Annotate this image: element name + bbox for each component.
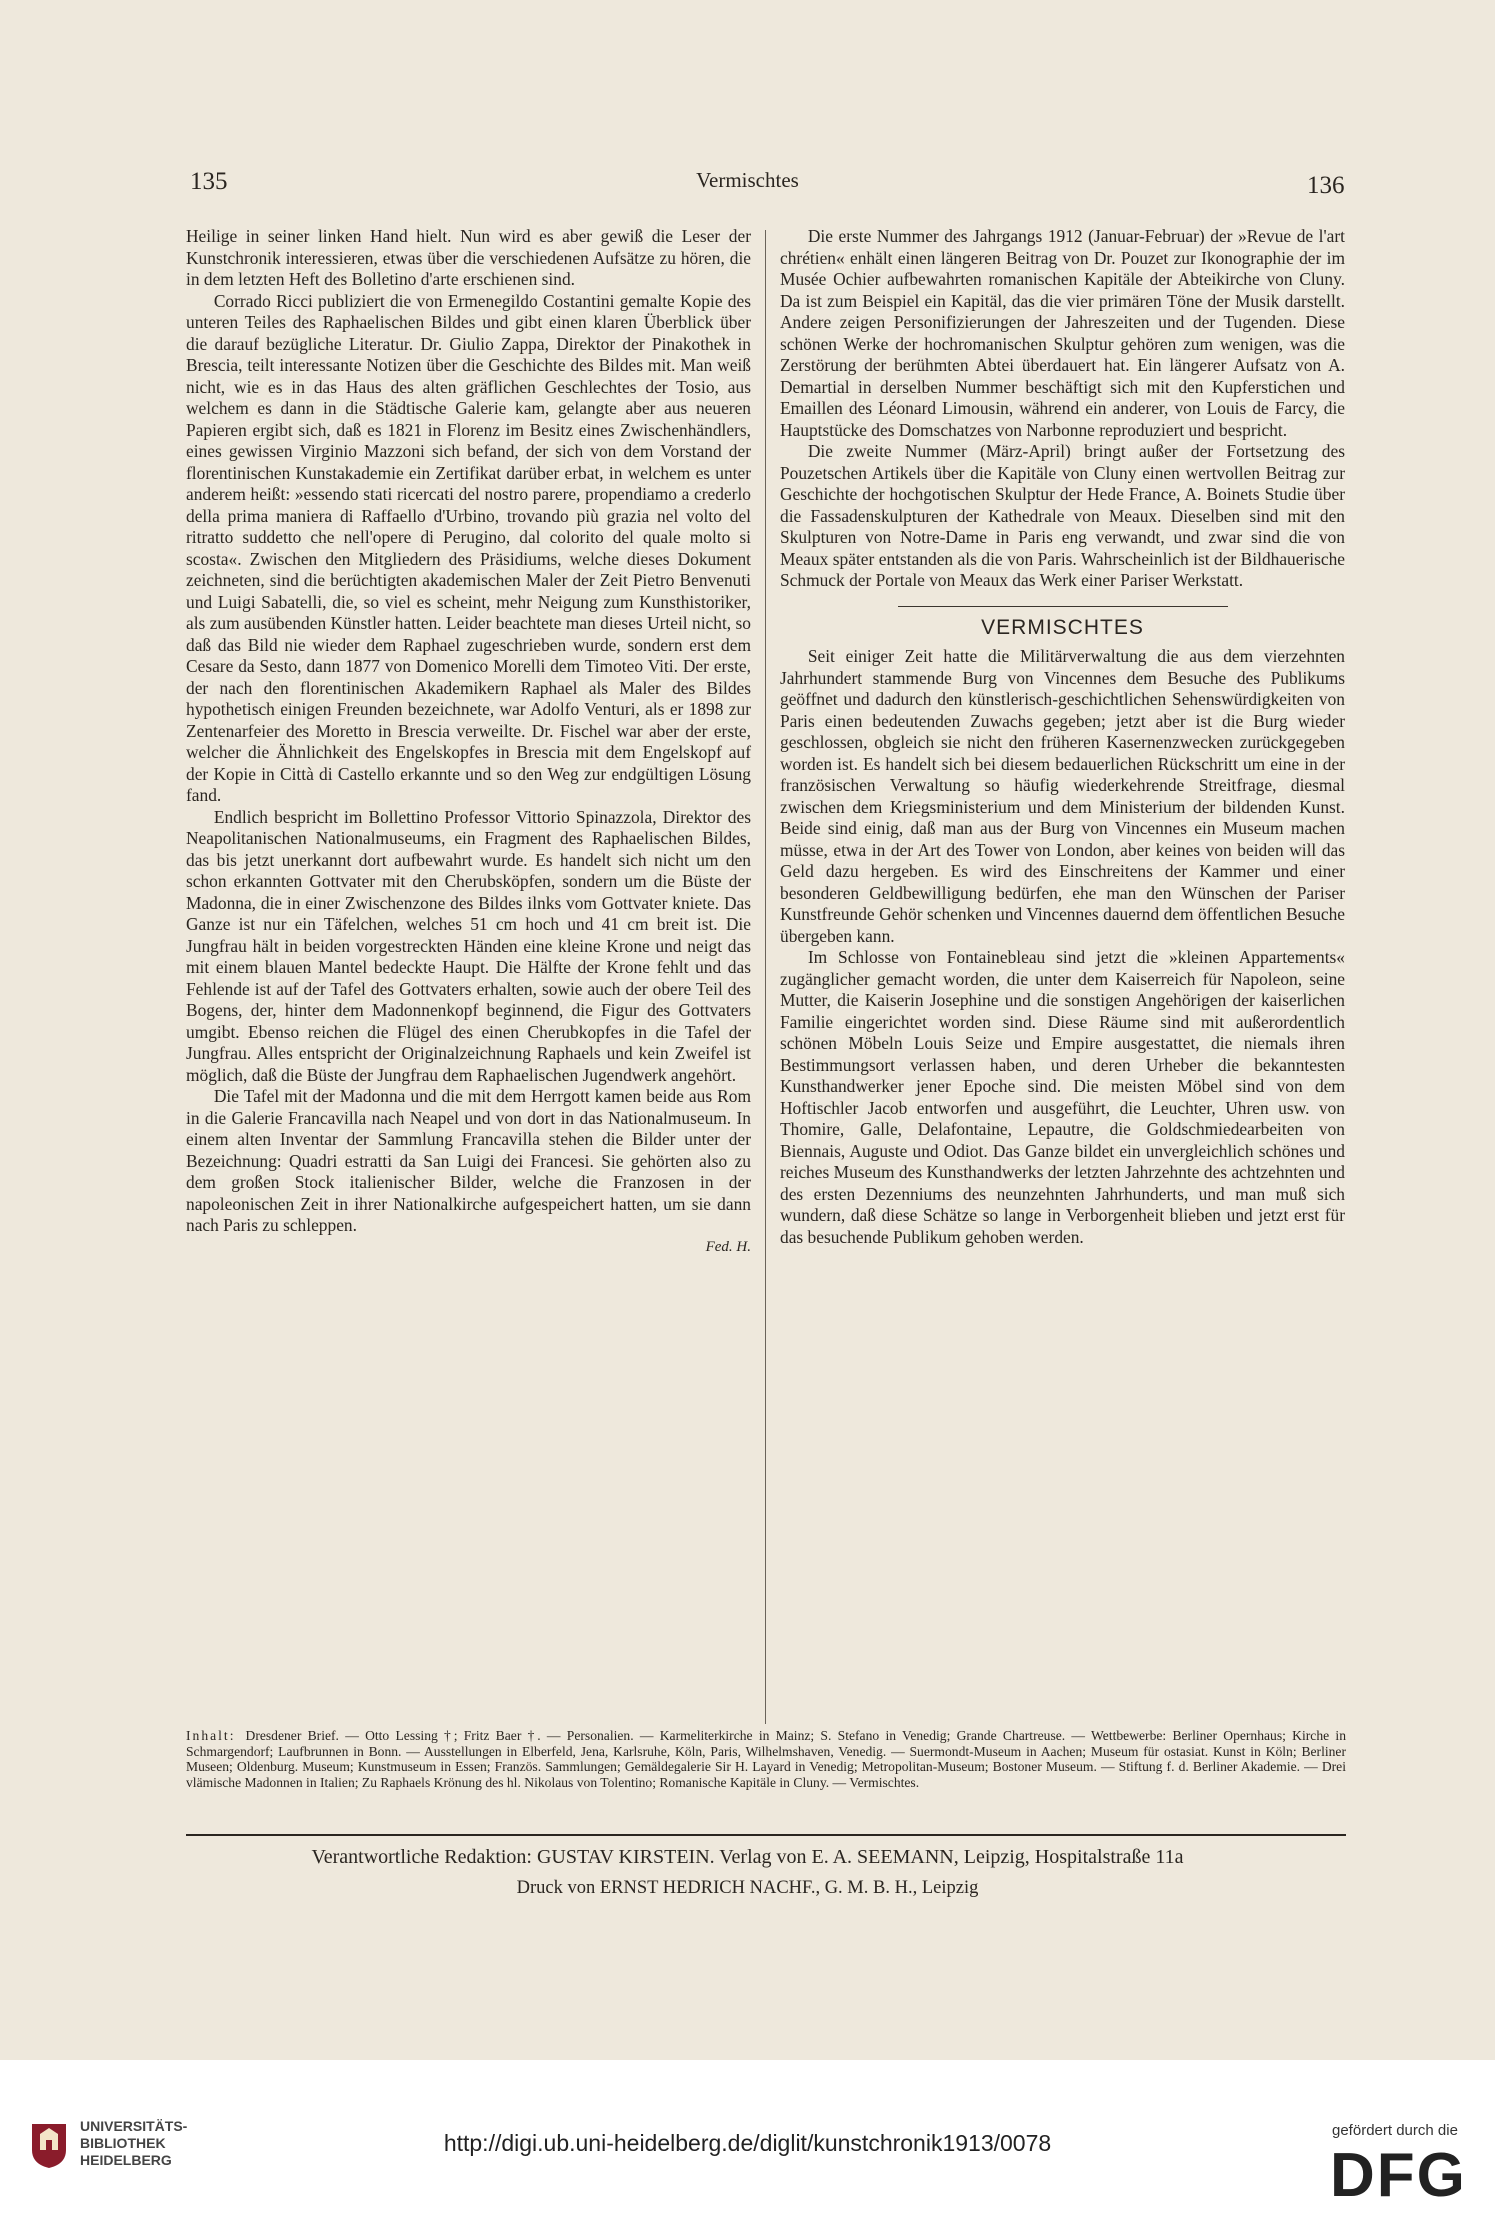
running-title: Vermischtes — [696, 168, 799, 192]
page-number-left: 135 — [190, 168, 228, 195]
imprint-editorial: Verantwortliche Redaktion: GUSTAV KIRSTEIN. Verlag von E. A. SEEMANN, Leipzig, Hospitalstraße 11a — [311, 1846, 1184, 1868]
funded-by-text: gefördert durch die — [1332, 2122, 1458, 2139]
author-signature: Fed. H. — [705, 1238, 751, 1255]
imprint-rule — [186, 1834, 1346, 1836]
column-divider — [765, 230, 766, 1724]
paragraph: Die Tafel mit der Madonna und die mit dem Herrgott kamen beide aus Rom in die Galerie Francavilla nach Neapel und von dort in das Nationalmuseum. In einem alten Inventar der Sammlung Francavilla stehen die Bilder unter der Bezeichnung: Quadri estratti da San Luigi dei Francesi. Sie gehörten also zu dem großen Stock italienischer Bilder, welche die Franzosen in der napoleonischen Zeit in ihrer Nationalkirche aufgespeichert hatten, um sie dann nach Paris zu schleppen. — [186, 1086, 751, 1235]
paragraph: Im Schlosse von Fontainebleau sind jetzt die »kleinen Appartements« zugänglicher gemacht worden, die unter dem Kaiserreich für Napoleon, seine Mutter, die Kaiserin Josephine und die sonstigen Angehörigen der kaiserlichen Familie eingerichtet worden sind. Diese Räume sind mit außerordentlich schönen Möbeln Louis Seize und Empire ausgestattet, die niemals ihren Bestimmungsort verlassen haben, und deren Urheber die bekanntesten Kunsthandwerker jener Epoche sind. Die meisten Möbel sind von dem Hoftischler Jacob entworfen und ausgeführt, die Leuchter, Uhren usw. von Thomire, Galle, Delafontaine, Lepautre, die Goldschmiedearbeiten von Biennais, Auguste und Odiot. Das Ganze bildet ein unvergleichlich schönes und reiches Museum des Kunsthandwerks der letzten Jahrzehnte des achtzehnten und des ersten Dezenniums des neunzehnten Jahrhunderts, und man muß sich wundern, daß diese Schätze so lange in Verborgenheit blieben und jetzt erst für das besuchende Publikum gehoben werden. — [780, 947, 1345, 1247]
paragraph: Heilige in seiner linken Hand hielt. Nun wird es aber gewiß die Leser der Kunstchronik interessieren, etwas über die verschiedenen Aufsätze zu hören, die in dem letzten Heft des Bolletino d'arte erschienen sind. — [186, 226, 751, 289]
paragraph: Endlich bespricht im Bollettino Professor Vittorio Spinazzola, Direktor des Neapolitanischen Nationalmuseums, ein Fragment des Raphaelischen Bildes, das bis jetzt unerkannt dort aufbewahrt wurde. Es handelt sich nicht um den schon erkannten Gottvater mit den Cherubsköpfen, sondern um die Büste der Madonna, die in einer Zwischenzone des Bildes ilnks vom Gottvater kniete. Das Ganze ist nur ein Täfelchen, welches 51 cm hoch und 41 cm breit ist. Die Jungfrau hält in beiden vorgestreckten Händen eine kleine Krone und neigt das mit einem blauen Mantel bedeckte Haupt. Die Hälfte der Krone fehlt und das Fehlende ist auf der Tafel des Gottvaters erhalten, sowie auch der obere Teil des Bogens, der, hinter dem Madonnenkopf beginnend, die Figur des Gottvaters umgibt. Ebenso reichen die Flügel des einen Cherubkopfes in die Tafel der Jungfrau. Alles entspricht der Originalzeichnung Raphaels und kein Zweifel ist möglich, daß die Büste der Jungfrau dem Raphaelischen Jugendwerk angehört. — [186, 806, 751, 1085]
paragraph: Die zweite Nummer (März-April) bringt außer der Fortsetzung des Pouzetschen Artikels über die Kapitäle von Cluny einen wertvollen Beitrag zur Geschichte der hochgotischen Skulptur der Hede France, A. Boinets Studie über die Fassadenskulpturen der Kathedrale von Meaux. Dieselben sind mit den Skulpturen von Notre-Dame in Paris eng verwandt, und zwar sind die von Meaux später entstanden als die von Paris. Wahrscheinlich ist der Bildhauerische Schmuck der Portale von Meaux das Werk einer Pariser Werkstatt. — [780, 441, 1345, 590]
page-header — [0, 168, 1495, 204]
library-name-line: HEIDELBERG — [80, 2152, 172, 2168]
paragraph: Die erste Nummer des Jahrgangs 1912 (Januar-Februar) der »Revue de l'art chrétien« enhält einen längeren Beitrag von Dr. Pouzet zur Ikonographie der im Musée Ochier aufbewahrten romanischen Kapitäle der Abteikirche von Cluny. Da ist zum Beispiel ein Kapitäl, das die vier primären Töne der Musik darstellt. Andere zeigen Personifizierungen der Jahreszeiten und der Tugenden. Diese schönen Werke der hochromanischen Skulptur gehören zum wenigen, was die Zerstörung der berühmten Abtei überdauert hat. Ein längerer Aufsatz von A. Demartial in derselben Nummer beschäftigt sich mit den Kupferstichen und Emaillen des Léonard Limousin, während ein anderer, von Louis de Farcy, die Hauptstücke des Domschatzes von Narbonne reproduziert und bespricht. — [780, 226, 1345, 440]
section-rule — [898, 606, 1228, 607]
source-url[interactable]: http://digi.ub.uni-heidelberg.de/diglit/kunstchronik1913/0078 — [443, 2130, 1052, 2156]
contents-text: Dresdener Brief. — Otto Lessing †; Fritz Baer †. — Personalien. — Karmeliterkirche in Mainz; S. Stefano in Venedig; Grande Chartreuse. — Wettbewerbe: Berliner Opernhaus; Kirche in Schmargendorf; Laufbrunnen in Bonn. — Ausstellungen in Elberfeld, Jena, Karlsruhe, Köln, Paris, Wilhelmshaven, Venedig. — Suermondt-Museum in Aachen; Museum für ostasiat. Kunst in Köln; Berliner Museen; Oldenburg. Museum; Kunstmuseum in Essen; Französ. Sammlungen; Gemäldegalerie Sir H. Layard in Venedig; Metropolitan-Museum; Bostoner Museum. — Stiftung f. d. Berliner Akademie. — Drei vlämische Madonnen in Italien; Zu Raphaels Krönung des hl. Nikolaus von Tolentino; Romanische Kapitäle in Cluny. — Vermischtes. — [186, 1728, 1346, 1790]
table-of-contents — [186, 1728, 1346, 1790]
paragraph: Seit einiger Zeit hatte die Militärverwaltung die aus dem vierzehnten Jahrhundert stammende Burg von Vincennes dem Besuche des Publikums geöffnet und dadurch den künstlerisch-geschichtlichen Sehenswürdigkeiten von Paris einen bedeutenden Zuwachs gegeben; jetzt aber ist die Burg wieder geschlossen, obgleich sie nicht den früheren Kasernenzwecken zurückgegeben worden ist. Es handelt sich bei diesem bedauerlichen Rückschritt um eine in der französischen Verwaltung so häufig wiederkehrende Streitfrage, diesmal zwischen dem Kriegsministerium und dem Ministerium der bildenden Kunst. Beide sind einig, daß man aus der Burg von Vincennes ein Museum machen müsse, etwa in der Art des Tower von London, aber keines von beiden will das Geld dazu hergeben. Es wird des Einschreitens der Kammer und einer besonderen Geldbewilligung bedürfen, ehe man den Wünschen der Pariser Kunstfreunde Gehör schenken und Vincennes dauernd dem öffentlichen Besuche übergeben kann. — [780, 646, 1345, 946]
digitization-footer — [0, 2060, 1495, 2214]
imprint-printer: Druck von ERNST HEDRICH NACHF., G. M. B. H., Leipzig — [516, 1878, 979, 1898]
dfg-logo-icon — [1330, 2142, 1475, 2202]
library-name-line: BIBLIOTHEK — [80, 2135, 166, 2151]
dfg-logo-text: DFG — [1330, 2142, 1467, 2202]
left-column — [186, 226, 751, 1258]
library-name-line: UNIVERSITÄTS- — [80, 2118, 188, 2134]
page-number-right: 136 — [1307, 172, 1345, 199]
right-column — [780, 226, 1345, 1248]
section-title: VERMISCHTES — [981, 615, 1144, 639]
contents-label: Inhalt: — [186, 1728, 236, 1743]
paragraph: Corrado Ricci publiziert die von Ermenegildo Costantini gemalte Kopie des unteren Teiles des Raphaelischen Bildes und gibt einen klaren Überblick über die darauf bezügliche Literatur. Dr. Giulio Zappa, Direktor der Pinakothek in Brescia, teilt interessante Notizen über die Geschichte des Bildes mit. Man weiß nicht, wie es in das Haus des alten gräflichen Geschlechtes der Tosio, aus welchem es dann in die Städtische Galerie kam, gelangte aber aus neueren Papieren ergibt sich, daß es 1821 in Florenz im Besitz eines Zwischenhändlers, eines gewissen Virginio Mazzoni sich befand, der sich von dem Vorstand der florentinischen Kunstakademie ein Zertifikat darüber erbat, in welchem es unter anderem heißt: »essendo stati ricercati del nostro parere, propendiamo a crederlo della prima maniera di Raffaello d'Urbino, trovando più grazia nel volto del ritratto suddetto che nell'opere di Perugino, dal colorito del quale molto si scosta«. Zwischen den Mitgliedern des Präsidiums, welche dieses Dokument zeichneten, sind die berüchtigten akademischen Maler der Zeit Pietro Benvenuti und Luigi Sabatelli, die, so viel es scheint, mehr Neigung zum Kunsthistoriker, als zum ausübenden Künstler hatten. Leider beachtete man dieses Urteil nicht, so daß das Bild nie wieder dem Raphael zugeschrieben wurde, sondern erst dem Cesare da Sesto, dann 1877 von Domenico Morelli dem Timoteo Viti. Der erste, der nach den florentinischen Akademikern Raphael als Maler des Bildes hypothetisch einigen Freunden bezeichnete, war Adolfo Venturi, als er 1898 zur Zentenarfeier des Moretto in Brescia verweilte. Dr. Fischel war aber der erste, welcher die Ähnlichkeit des Engelskopfes in Brescia mit dem Engelskopf auf der Kopie in Città di Castello erkannte und so den Weg zur endgültigen Lösung fand. — [186, 290, 751, 805]
